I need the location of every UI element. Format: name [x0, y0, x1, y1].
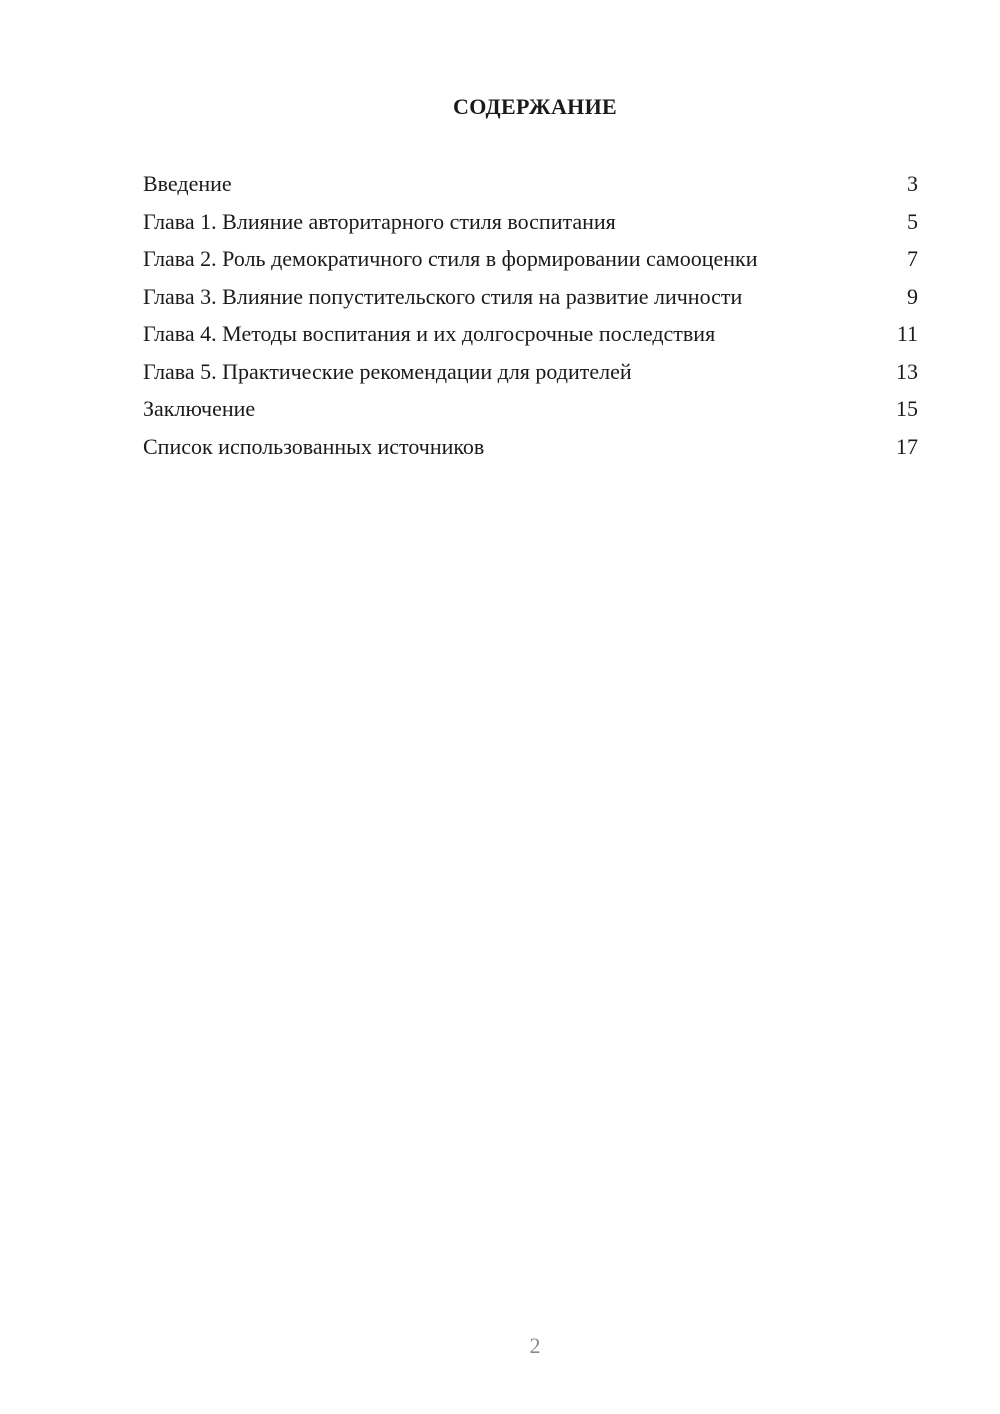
- toc-entry-conclusion: [143, 396, 918, 422]
- toc-entry-label: Заключение: [143, 396, 256, 421]
- toc-entry-introduction: [143, 171, 918, 197]
- toc-entry-page: 15: [896, 396, 918, 421]
- toc-entry-page: 7: [907, 246, 918, 271]
- toc-entry-label: Глава 3. Влияние попустительского стиля на развитие личности: [143, 283, 743, 309]
- toc-entry-label: Глава 4. Методы воспитания и их долгосрочные последствия: [143, 321, 716, 346]
- toc-entry-chapter-2: [143, 246, 918, 272]
- toc-entry-label: Глава 2. Роль демократичного стиля в формировании самооценки: [143, 246, 758, 271]
- toc-entry-chapter-5: [143, 359, 918, 385]
- toc-entry-label: Глава 5. Практические рекомендации для родителей: [143, 358, 632, 384]
- toc-entry-chapter-1: [143, 209, 918, 235]
- toc-entry-chapter-4: [143, 321, 918, 347]
- toc-entry-page: 11: [896, 321, 918, 346]
- toc-entry-page: 17: [896, 433, 918, 459]
- page-number: 2: [529, 1333, 541, 1358]
- toc-entry-page: 9: [907, 283, 918, 309]
- toc-entry-label: Глава 1. Влияние авторитарного стиля воспитания: [143, 208, 616, 234]
- toc-entry-page: 13: [896, 358, 918, 384]
- toc-entry-label: Введение: [143, 171, 232, 196]
- toc-entry-page: 5: [907, 208, 918, 234]
- toc-title: СОДЕРЖАНИЕ: [453, 94, 617, 119]
- table-of-contents: [143, 171, 918, 471]
- toc-entry-page: 3: [907, 171, 918, 196]
- toc-entry-chapter-3: [143, 284, 918, 310]
- toc-entry-label: Список использованных источников: [143, 433, 485, 459]
- toc-entry-references: [143, 434, 918, 460]
